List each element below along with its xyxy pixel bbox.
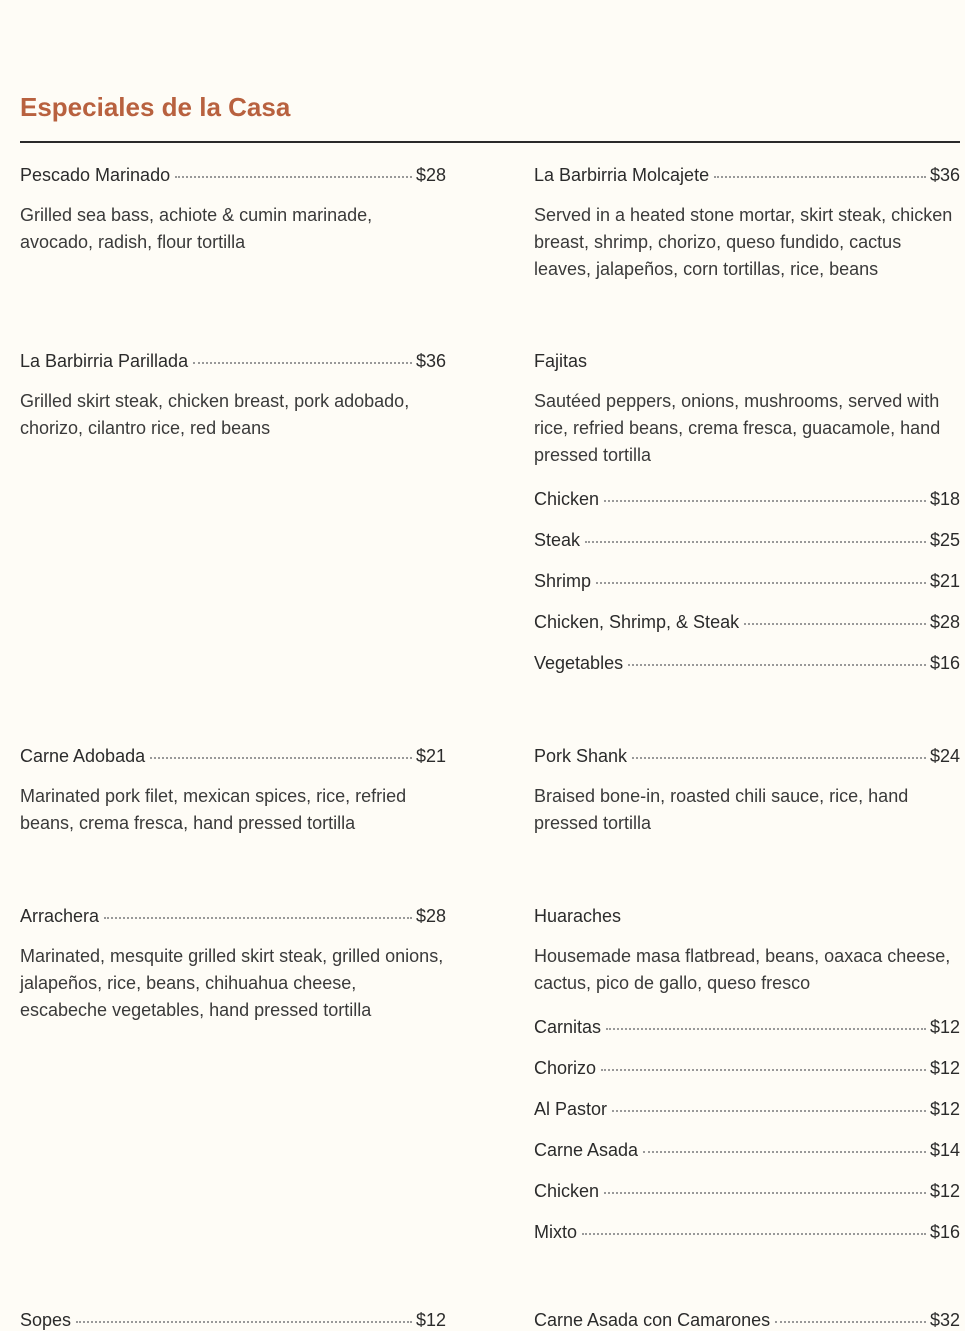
- dot-leader: [632, 757, 926, 759]
- dot-leader: [606, 1028, 926, 1030]
- dot-leader: [585, 541, 926, 543]
- option-price: $12: [929, 1017, 960, 1037]
- dot-leader: [104, 917, 412, 919]
- option-name: Mixto: [534, 1222, 578, 1242]
- item-description: Grilled sea bass, achiote & cumin marinade, avocado, radish, flour tortilla: [20, 205, 373, 252]
- dot-leader: [175, 176, 412, 178]
- menu-item-pescado-marinado: [20, 164, 446, 256]
- option-name: Steak: [534, 530, 581, 550]
- item-name: La Barbirria Molcajete: [534, 165, 710, 185]
- option-price: $12: [929, 1099, 960, 1119]
- item-price: $36: [415, 351, 446, 371]
- item-name: Sopes: [20, 1310, 72, 1330]
- section-divider: [20, 141, 960, 143]
- item-name: Pescado Marinado: [20, 165, 171, 185]
- item-description: Served in a heated stone mortar, skirt steak, chicken breast, shrimp, chorizo, queso fundido, cactus leaves, jalapeños, corn tortillas, rice, beans: [534, 205, 953, 279]
- menu-item-carne-asada-camarones: [534, 1309, 960, 1331]
- dot-leader: [628, 664, 926, 666]
- item-description: Marinated, mesquite grilled skirt steak, grilled onions, jalapeños, rice, beans, chihuahua cheese, escabeche vegetables, hand pressed tortilla: [20, 946, 444, 1020]
- section-title: Especiales de la Casa: [20, 92, 291, 122]
- item-price: $32: [929, 1310, 960, 1330]
- option-row: [534, 611, 960, 633]
- dot-leader: [596, 582, 926, 584]
- option-name: Al Pastor: [534, 1099, 608, 1119]
- option-row: [534, 1098, 960, 1120]
- dot-leader: [643, 1151, 926, 1153]
- item-name: Carne Adobada: [20, 746, 146, 766]
- dot-leader: [76, 1321, 412, 1323]
- item-name: Fajitas: [534, 351, 588, 371]
- menu-item-sopes: [20, 1309, 446, 1331]
- dot-leader: [775, 1321, 926, 1323]
- item-price: $12: [415, 1310, 446, 1330]
- menu-item-parillada: [20, 350, 446, 442]
- option-row: [534, 1016, 960, 1038]
- item-description: Housemade masa flatbread, beans, oaxaca cheese, cactus, pico de gallo, queso fresco: [534, 946, 951, 993]
- option-price: $18: [929, 489, 960, 509]
- item-name: Huaraches: [534, 906, 622, 926]
- item-price: $28: [415, 165, 446, 185]
- option-name: Shrimp: [534, 571, 592, 591]
- option-price: $16: [929, 1222, 960, 1242]
- item-name: Arrachera: [20, 906, 100, 926]
- item-price: $24: [929, 746, 960, 766]
- menu-item-fajitas: [534, 350, 960, 693]
- option-row: [534, 529, 960, 551]
- dot-leader: [604, 500, 926, 502]
- option-row: [534, 1180, 960, 1202]
- menu-item-carne-adobada: [20, 745, 446, 837]
- item-name: Carne Asada con Camarones: [534, 1310, 771, 1330]
- menu-item-huaraches: [534, 905, 960, 1262]
- item-price: $36: [929, 165, 960, 185]
- menu-item-arrachera: [20, 905, 446, 1024]
- option-price: $25: [929, 530, 960, 550]
- dot-leader: [193, 362, 412, 364]
- dot-leader: [150, 757, 412, 759]
- option-price: $12: [929, 1181, 960, 1201]
- item-name: La Barbirria Parillada: [20, 351, 189, 371]
- huaraches-options: [534, 1016, 960, 1243]
- option-price: $28: [929, 612, 960, 632]
- option-price: $12: [929, 1058, 960, 1078]
- option-name: Chicken, Shrimp, & Steak: [534, 612, 740, 632]
- option-name: Carnitas: [534, 1017, 602, 1037]
- option-price: $21: [929, 571, 960, 591]
- dot-leader: [604, 1192, 926, 1194]
- item-description: Sautéed peppers, onions, mushrooms, served with rice, refried beans, crema fresca, guacamole, hand pressed tortilla: [534, 391, 941, 465]
- option-row: [534, 1139, 960, 1161]
- dot-leader: [744, 623, 926, 625]
- item-name: Pork Shank: [534, 746, 628, 766]
- fajitas-options: [534, 488, 960, 674]
- item-description: Grilled skirt steak, chicken breast, pork adobado, chorizo, cilantro rice, red beans: [20, 391, 410, 438]
- dot-leader: [714, 176, 926, 178]
- option-row: [534, 570, 960, 592]
- option-row: [534, 488, 960, 510]
- menu-item-molcajete: [534, 164, 960, 283]
- item-price: $21: [415, 746, 446, 766]
- option-row: [534, 1221, 960, 1243]
- dot-leader: [601, 1069, 926, 1071]
- option-name: Vegetables: [534, 653, 624, 673]
- option-name: Chorizo: [534, 1058, 597, 1078]
- option-price: $14: [929, 1140, 960, 1160]
- option-name: Chicken: [534, 1181, 600, 1201]
- option-price: $16: [929, 653, 960, 673]
- option-name: Chicken: [534, 489, 600, 509]
- dot-leader: [582, 1233, 926, 1235]
- item-description: Marinated pork filet, mexican spices, rice, refried beans, crema fresca, hand pressed tortilla: [20, 786, 407, 833]
- item-price: $28: [415, 906, 446, 926]
- option-row: [534, 652, 960, 674]
- dot-leader: [612, 1110, 926, 1112]
- option-name: Carne Asada: [534, 1140, 639, 1160]
- option-row: [534, 1057, 960, 1079]
- menu-item-pork-shank: [534, 745, 960, 837]
- item-description: Braised bone-in, roasted chili sauce, rice, hand pressed tortilla: [534, 786, 909, 833]
